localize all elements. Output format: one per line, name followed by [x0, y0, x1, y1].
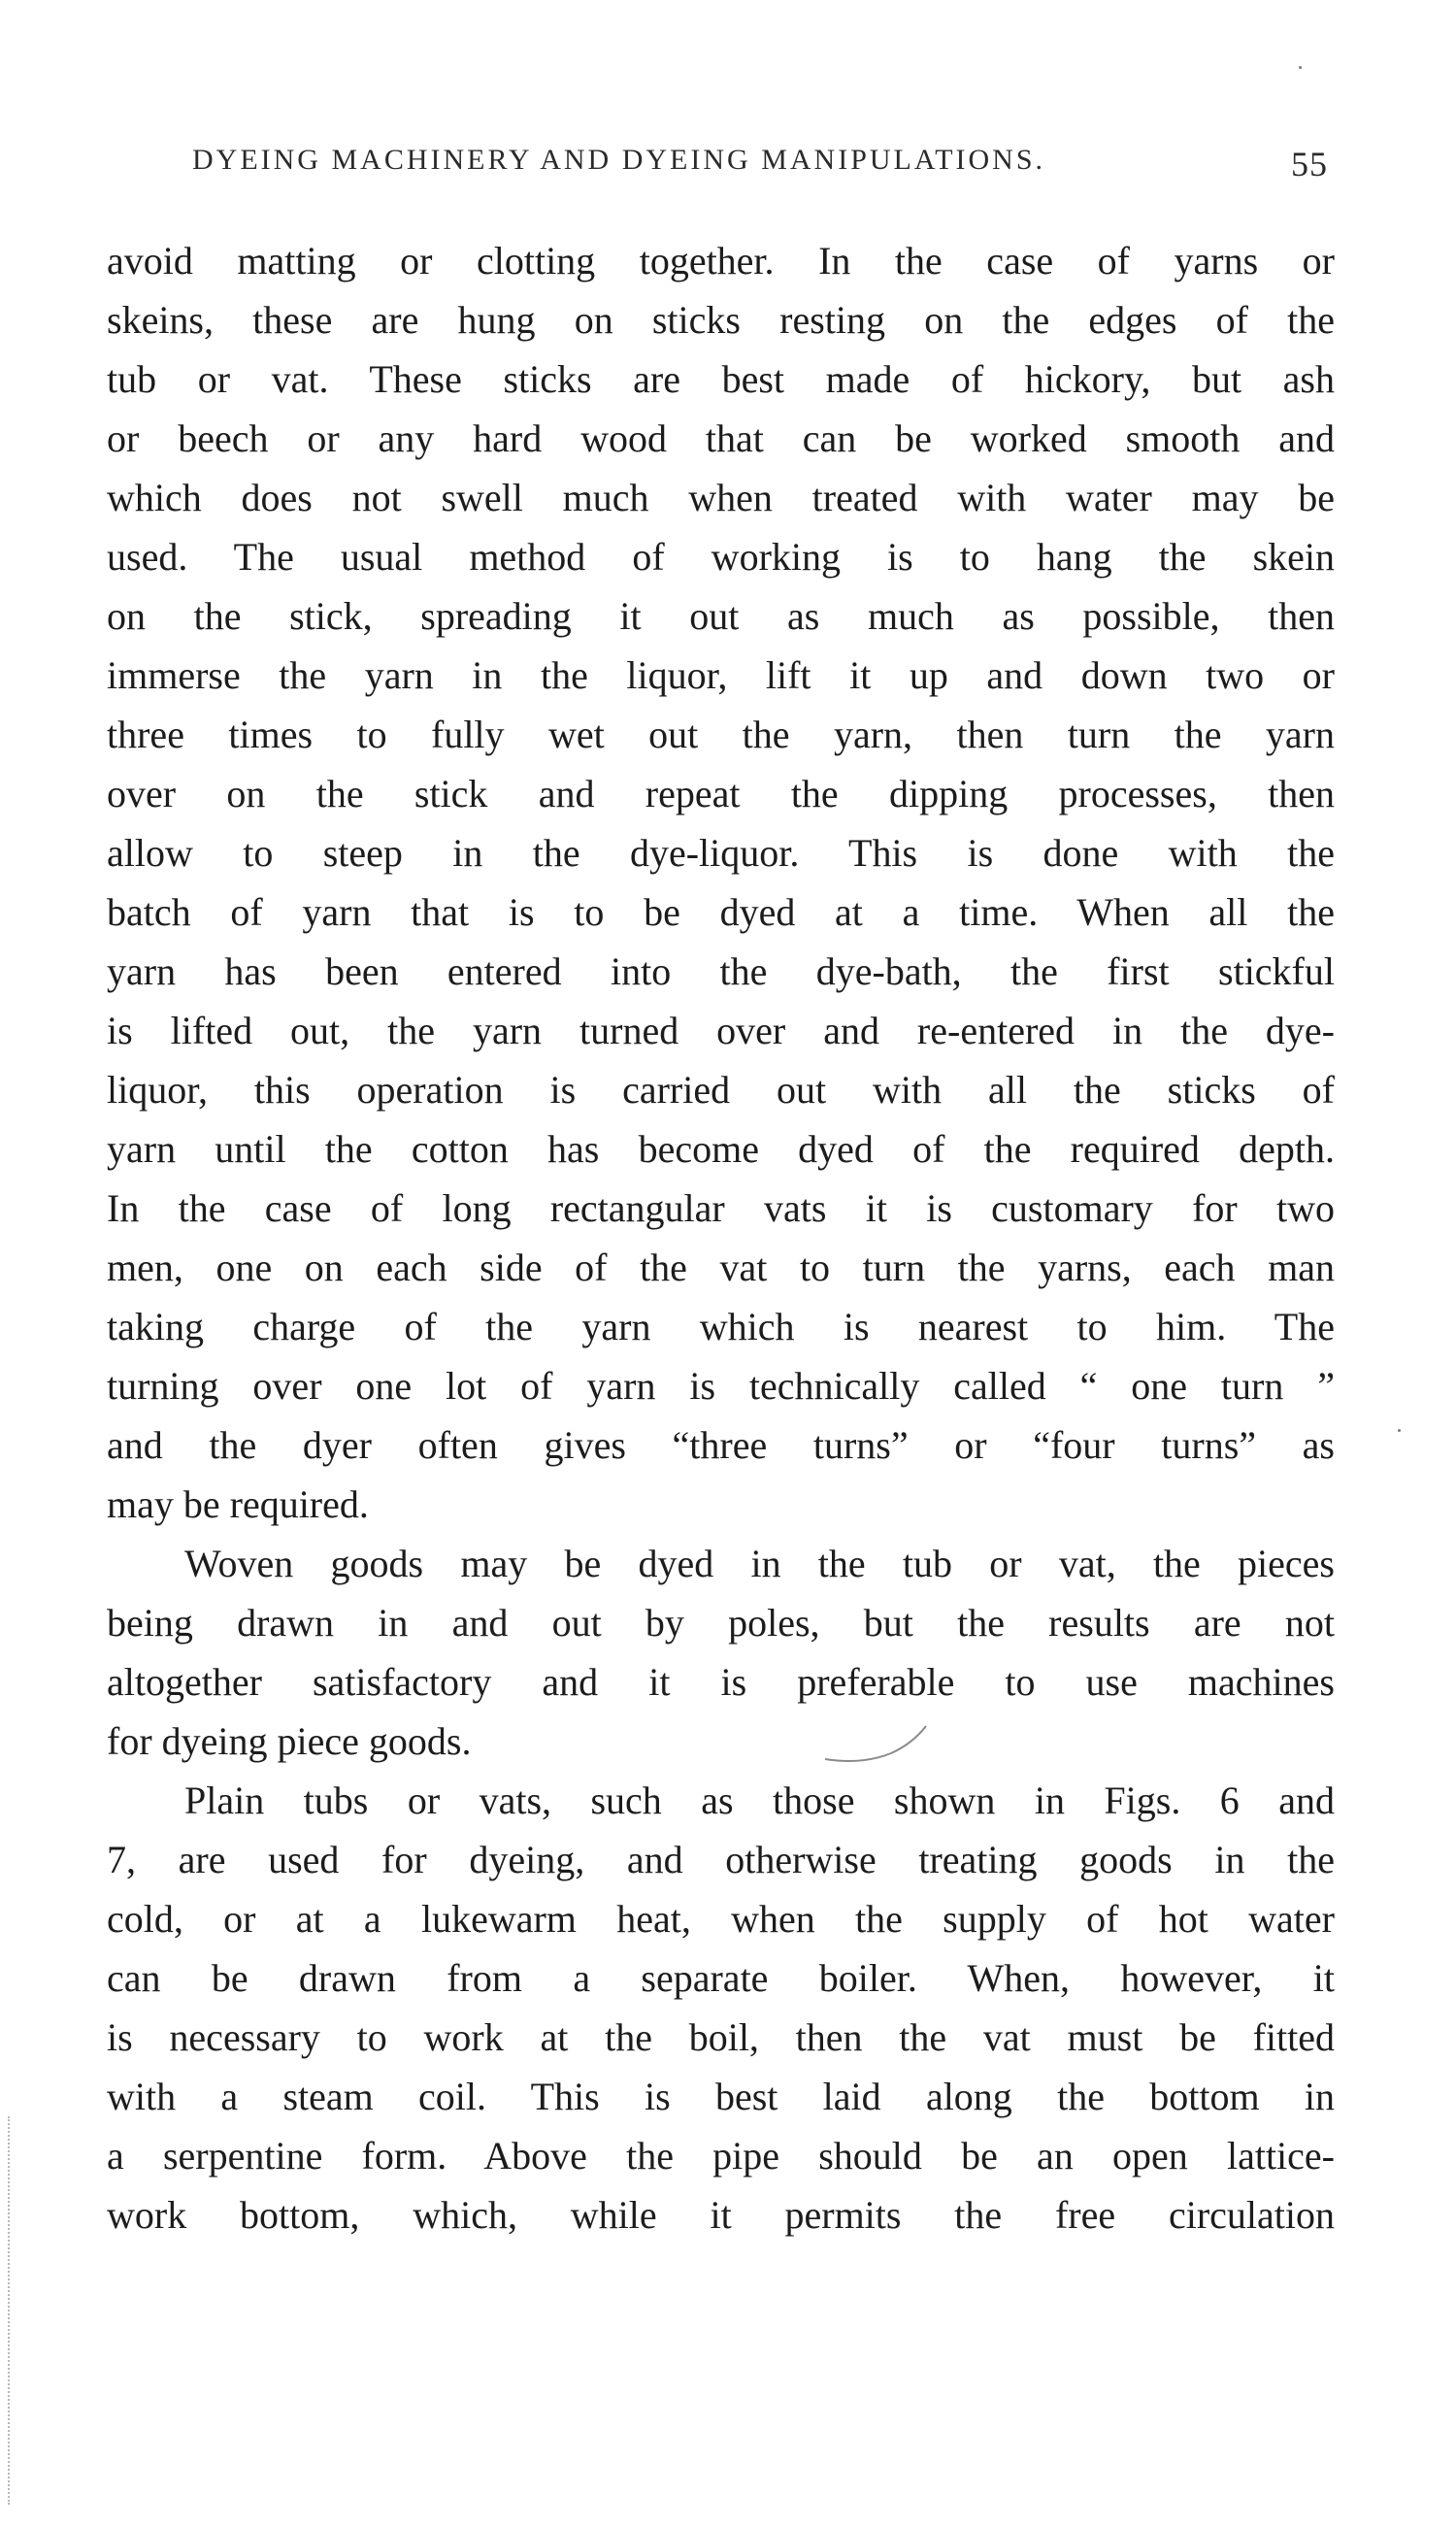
paragraph-1-line: may be required.	[107, 1482, 369, 1526]
paragraph-3-line: 7, are used for dyeing, and otherwise treating goods in the	[107, 1838, 1335, 1881]
paragraph-1-line: batch of yarn that is to be dyed at a time. When all the	[107, 890, 1335, 934]
scan-edge-artifact	[8, 2116, 16, 2505]
pencil-mark	[823, 1720, 930, 1769]
paragraph-1-line: on the stick, spreading it out as much as possible, then	[107, 594, 1335, 638]
paragraph-1-line: yarn until the cotton has become dyed of the required depth.	[107, 1127, 1335, 1171]
paragraph-1-line: yarn has been entered into the dye-bath, the first stickful	[107, 949, 1335, 993]
paragraph-1-line: over on the stick and repeat the dipping processes, then	[107, 772, 1335, 815]
paragraph-3-line: can be drawn from a separate boiler. When, however, it	[107, 1956, 1335, 2000]
paragraph-1-line: used. The usual method of working is to hang the skein	[107, 535, 1335, 579]
paragraph-1-line: is lifted out, the yarn turned over and re-entered in the dye-	[107, 1009, 1335, 1052]
paragraph-3-line: with a steam coil. This is best laid along the bottom in	[107, 2075, 1335, 2118]
paragraph-1-line: which does not swell much when treated with water may be	[107, 476, 1335, 519]
paragraph-1-line: immerse the yarn in the liquor, lift it up and down two or	[107, 653, 1335, 697]
paragraph-1-line: tub or vat. These sticks are best made of hickory, but ash	[107, 357, 1335, 401]
page-number: 55	[1291, 145, 1328, 183]
paragraph-1-line: taking charge of the yarn which is nearest to him. The	[107, 1305, 1335, 1348]
paragraph-3-line: Plain tubs or vats, such as those shown in Figs. 6 and	[184, 1779, 1335, 1822]
scan-speck	[1398, 1429, 1401, 1432]
paragraph-1-line: or beech or any hard wood that can be worked smooth and	[107, 416, 1335, 460]
paragraph-1-line: In the case of long rectangular vats it is customary for two	[107, 1186, 1335, 1230]
running-title: DYEING MACHINERY AND DYEING MANIPULATIONS.	[192, 144, 1046, 176]
running-head	[192, 144, 1328, 190]
paragraph-1-line: avoid matting or clotting together. In the case of yarns or	[107, 239, 1335, 283]
paragraph-3-line: work bottom, which, while it permits the free circulation	[107, 2193, 1335, 2237]
paragraph-3-line: cold, or at a lukewarm heat, when the supply of hot water	[107, 1897, 1335, 1941]
paragraph-1-line: skeins, these are hung on sticks resting on the edges of the	[107, 298, 1335, 342]
paragraph-1-line: allow to steep in the dye-liquor. This is done with the	[107, 831, 1335, 875]
paragraph-3-line: a serpentine form. Above the pipe should be an open lattice-	[107, 2134, 1335, 2178]
scan-speck	[1299, 66, 1302, 69]
paragraph-1-line: liquor, this operation is carried out with all the sticks of	[107, 1068, 1335, 1112]
paragraph-2-line: being drawn in and out by poles, but the results are not	[107, 1601, 1335, 1645]
paragraph-1-line: turning over one lot of yarn is technically called “ one turn ”	[107, 1364, 1335, 1408]
paragraph-2-line: Woven goods may be dyed in the tub or vat, the pieces	[184, 1542, 1335, 1585]
paragraph-1-line: and the dyer often gives “three turns” or “four turns” as	[107, 1423, 1335, 1467]
paragraph-3-line: is necessary to work at the boil, then the vat must be fitted	[107, 2015, 1335, 2059]
paragraph-2-line: for dyeing piece goods.	[107, 1719, 472, 1763]
paragraph-1-line: three times to fully wet out the yarn, then turn the yarn	[107, 713, 1335, 756]
paragraph-2-line: altogether satisfactory and it is preferable to use machines	[107, 1660, 1335, 1704]
body-text	[107, 231, 1335, 2244]
paragraph-1-line: men, one on each side of the vat to turn the yarns, each man	[107, 1246, 1335, 1289]
